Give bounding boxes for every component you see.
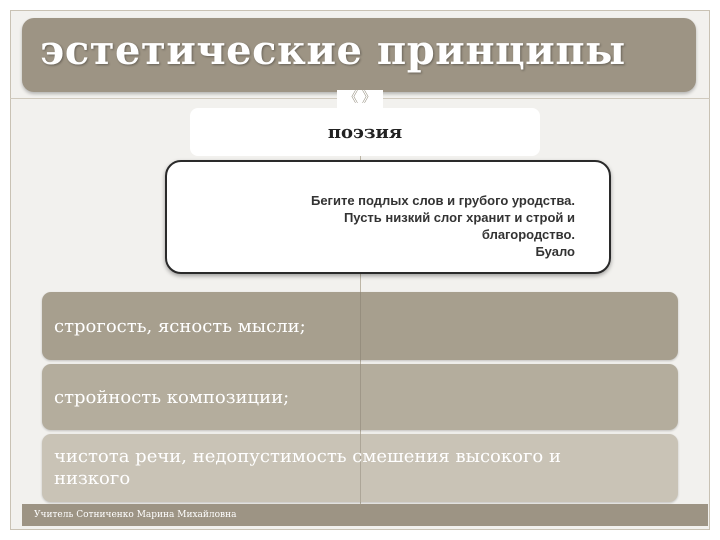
title-bar: [22, 18, 696, 92]
principle-item: [42, 364, 678, 430]
quote-line: Пусть низкий слог хранит и строй и: [343, 210, 575, 225]
footer-bar: [22, 504, 708, 526]
footer-author: Учитель Сотниченко Марина Михайловна: [34, 510, 237, 520]
quote-line: благородство.: [481, 227, 575, 242]
principle-label: стройность композиции;: [54, 387, 290, 408]
principle-item: [42, 292, 678, 360]
quote-box: [165, 160, 611, 274]
poetry-label: поэзия: [327, 122, 403, 143]
quote-author: Буало: [535, 244, 575, 259]
slide-title: эстетические принципы: [40, 27, 626, 74]
quote-line: Бегите подлых слов и грубого уродства.: [310, 193, 575, 208]
poetry-tab: [190, 108, 540, 156]
quote-text: [195, 192, 575, 260]
principle-label: строгость, ясность мысли;: [54, 316, 306, 337]
principle-item: [42, 434, 678, 502]
principle-label: чистота речи, недопустимость смешения высокого и низкого: [54, 446, 561, 489]
ornament-icon: 《 》: [337, 90, 383, 108]
